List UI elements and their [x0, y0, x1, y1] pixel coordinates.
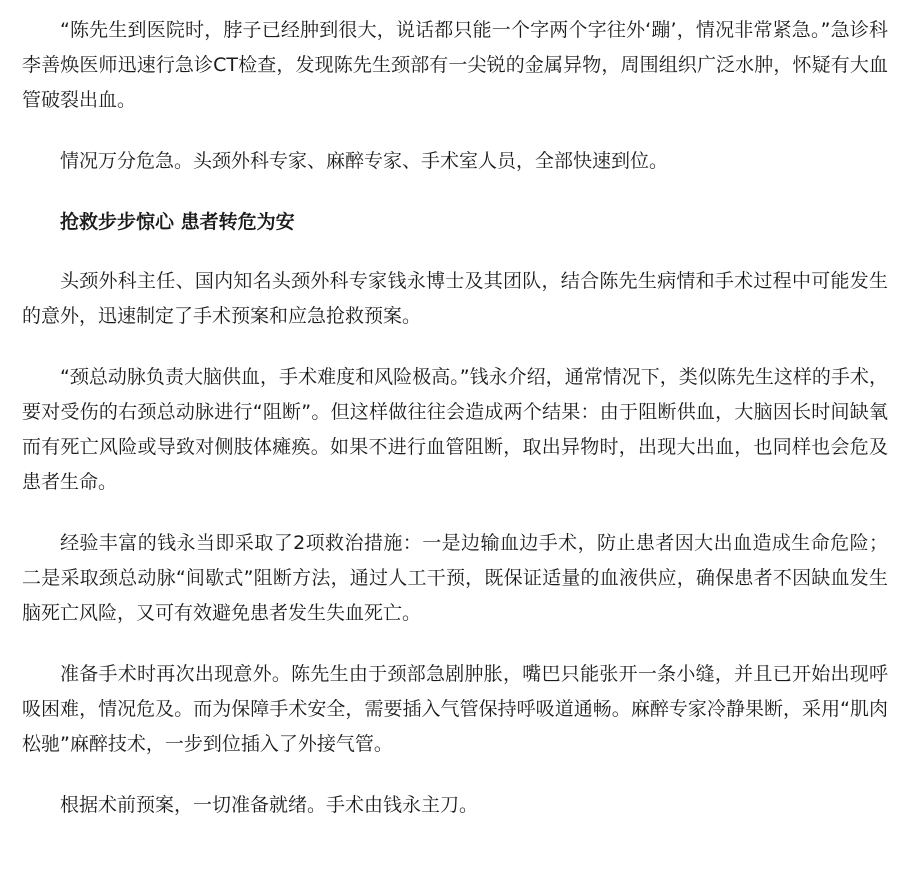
paragraph-team-assembled: 情况万分危急。头颈外科专家、麻醉专家、手术室人员，全部快速到位。	[60, 150, 669, 172]
article-body	[22, 13, 888, 823]
paragraph-hospital-arrival: “陈先生到医院时，脖子已经肿到很大，说话都只能一个字两个字往外‘蹦’，情况非常紧急。”急诊科李善焕医师迅速行急诊CT检查，发现陈先生颈部有一尖锐的金属异物，周围组织广泛水肿，怀疑有大血管破裂出血。	[22, 19, 888, 111]
paragraph-intubation: 准备手术时再次出现意外。陈先生由于颈部急剧肿胀，嘴巴只能张开一条小缝，并且已开始出现呼吸困难，情况危及。而为保障手术安全，需要插入气管保持呼吸道通畅。麻醉专家冷静果断，采用“肌肉松驰”麻醉技术，一步到位插入了外接气管。	[22, 663, 888, 755]
paragraph-carotid-risk: “颈总动脉负责大脑供血，手术难度和风险极高。”钱永介绍，通常情况下，类似陈先生这样的手术，要对受伤的右颈总动脉进行“阻断”。但这样做往往会造成两个结果：由于阻断供血，大脑因长时间缺氧而有死亡风险或导致对侧肢体瘫痪。如果不进行血管阻断，取出异物时，出现大出血，也同样也会危及患者生命。	[22, 366, 888, 493]
paragraph-surgery-plan: 头颈外科主任、国内知名头颈外科专家钱永博士及其团队，结合陈先生病情和手术过程中可能发生的意外，迅速制定了手术预案和应急抢救预案。	[22, 270, 888, 327]
paragraph-surgery-ready: 根据术前预案，一切准备就绪。手术由钱永主刀。	[60, 794, 479, 816]
paragraph-treatment-measures: 经验丰富的钱永当即采取了2项救治措施：一是边输血边手术，防止患者因大出血造成生命危险；二是采取颈总动脉“间歇式”阻断方法，通过人工干预，既保证适量的血液供应，确保患者不因缺血发生脑死亡风险，又可有效避免患者发生失血死亡。	[22, 532, 888, 624]
section-heading: 抢救步步惊心 患者转危为安	[60, 211, 295, 233]
